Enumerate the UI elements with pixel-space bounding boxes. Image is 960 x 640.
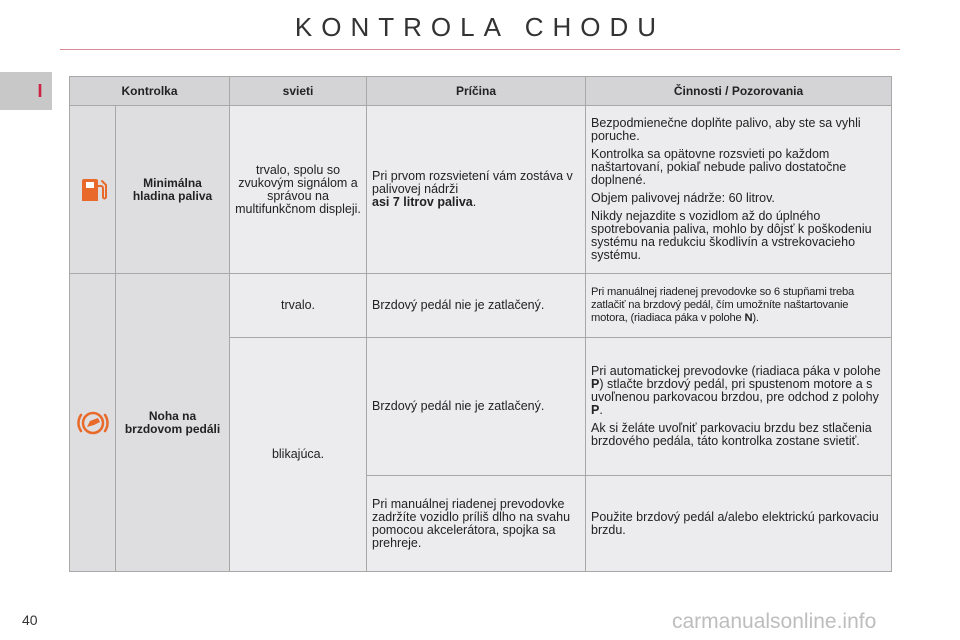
action-suffix: ). — [752, 312, 759, 324]
brake-icon-cell — [70, 274, 116, 572]
page-number: 40 — [22, 612, 38, 628]
warning-name: Noha na brzdovom pedáli — [116, 274, 230, 572]
section-tab-letter: I — [37, 81, 43, 101]
action-bold-text: N — [744, 312, 753, 324]
action-bold-text: P — [591, 377, 600, 391]
cause-text: Brzdový pedál nie je zatlačený. — [367, 274, 586, 338]
warning-name: Minimálna hladina paliva — [116, 106, 230, 274]
action-text-part: . — [599, 403, 603, 417]
action-text-part: ) stlačte brzdový pedál, pri spustenom motore a s uvoľnenou parkovacou brzdou, pre odchod z polohy — [591, 377, 879, 404]
action-text — [591, 365, 886, 417]
action-text: Ak si želáte uvoľniť parkovaciu brzdu bez stlačenia brzdového pedála, táto kontrolka zostane svietiť. — [591, 421, 872, 448]
action-text: Nikdy nejazdite s vozidlom až do úplného spotrebovania paliva, mohlo by dôjsť k poškodeniu systému na redukciu škodlivín a vstrekovacieho systému. — [591, 209, 872, 262]
lit-description: trvalo, spolu so zvukovým signálom a správou na multifunkčnom displeji. — [230, 106, 367, 274]
cause-text: Brzdový pedál nie je zatlačený. — [367, 338, 586, 476]
header-cinnosti: Činnosti / Pozorovania — [586, 77, 892, 106]
watermark: carmanualsonline.info — [672, 610, 877, 633]
fuel-pump-icon — [70, 175, 115, 205]
action-text: Pri manuálnej riadenej prevodovke so 6 stupňami treba zatlačiť na brzdový pedál, čím umožníte naštartovanie motora, (riadiaca páka v polohe — [591, 286, 855, 324]
action-bold-text: P — [591, 403, 600, 417]
warning-lights-table — [69, 76, 892, 572]
action-text: Objem palivovej nádrže: 60 litrov. — [591, 191, 775, 205]
action-text: Kontrolka sa opätovne rozsvieti po každom naštartovaní, pokiaľ nebude palivo dostatočne doplnené. — [591, 147, 847, 187]
lit-description: trvalo. — [230, 274, 367, 338]
cause-suffix: . — [472, 195, 477, 209]
lit-description: blikajúca. — [230, 338, 367, 572]
section-tab — [0, 72, 52, 110]
title-divider — [60, 49, 900, 50]
cause-bold-text: asi 7 litrov paliva — [372, 195, 473, 209]
table-row — [70, 106, 892, 274]
actions-cell — [586, 106, 892, 274]
cause-cell — [367, 106, 586, 274]
header-svieti: svieti — [230, 77, 367, 106]
table-header-row — [70, 77, 892, 106]
action-text-part: Pri automatickej prevodovke (riadiaca páka v polohe — [591, 364, 881, 378]
action-text: Použite brzdový pedál a/alebo elektrickú parkovaciu brzdu. — [586, 476, 892, 572]
actions-cell — [586, 274, 892, 338]
header-kontrolka: Kontrolka — [70, 77, 230, 106]
cause-text: Pri prvom rozsvietení vám zostáva v palivovej nádrži — [372, 169, 573, 196]
foot-on-brake-icon — [70, 406, 115, 440]
action-text: Bezpodmienečne doplňte palivo, aby ste sa vyhli poruche. — [591, 116, 861, 143]
page-title: KONTROLA CHODU — [294, 12, 666, 42]
header-pricina: Príčina — [367, 77, 586, 106]
table-row — [70, 274, 892, 338]
actions-cell — [586, 338, 892, 476]
cause-text: Pri manuálnej riadenej prevodovke zadržíte vozidlo príliš dlho na svahu pomocou akcelerátora, spojka sa prehreje. — [367, 476, 586, 572]
fuel-icon-cell — [70, 106, 116, 274]
